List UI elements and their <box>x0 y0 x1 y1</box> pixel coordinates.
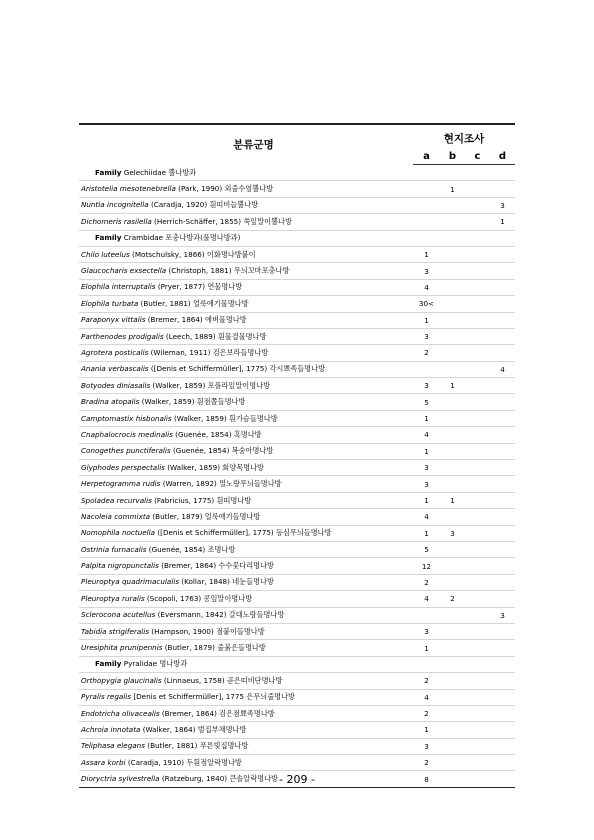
author-and-common-name: (Wileman, 1911) 검은보라들명나방 <box>148 347 269 357</box>
author-and-common-name: (Ratzeburg, 1840) 큰솔알락명나방 <box>159 774 278 784</box>
count-site-a: 4 <box>413 427 440 443</box>
count-site-c <box>465 755 490 771</box>
species-name-cell <box>79 492 413 508</box>
author-and-common-name: (Butler, 1879) 줄붉은들명나방 <box>162 643 266 653</box>
count-site-b: 1 <box>440 378 465 394</box>
species-row <box>79 410 515 426</box>
count-site-d <box>490 476 515 492</box>
scientific-name: Paraponyx vittalis <box>81 315 146 325</box>
count-site-d <box>490 378 515 394</box>
count-site-b <box>440 640 465 656</box>
family-cell <box>79 656 515 672</box>
count-site-c <box>465 378 490 394</box>
scientific-name: Pleuroptya ruralis <box>81 593 145 603</box>
count-site-b <box>440 394 465 410</box>
count-site-b: 2 <box>440 591 465 607</box>
author-and-common-name: (Walker, 1864) 벌집부채명나방 <box>140 724 247 734</box>
species-name-cell <box>79 705 413 721</box>
species-row <box>79 427 515 443</box>
scientific-name: Glyphodes perspectalis <box>81 462 165 472</box>
count-site-b <box>440 755 465 771</box>
count-site-a: 1 <box>413 525 440 541</box>
scientific-name: Uresiphita prunipennis <box>81 643 163 653</box>
count-site-a: 4 <box>413 279 440 295</box>
count-site-b <box>440 509 465 525</box>
author-and-common-name: (Motschulsky, 1866) 이화명나방붙이 <box>129 249 256 259</box>
species-name-cell <box>79 640 413 656</box>
count-site-c <box>465 476 490 492</box>
author-and-common-name: (Eversmann, 1842) 갈대노랑들명나방 <box>155 610 285 620</box>
count-site-c <box>465 328 490 344</box>
author-and-common-name: (Herrich-Schäffer, 1855) 쑥잎말이뿔나방 <box>151 216 292 226</box>
count-site-c <box>465 443 490 459</box>
species-name-cell <box>79 214 413 230</box>
species-row <box>79 361 515 377</box>
author-and-common-name: (Christoph, 1881) 무늬꼬마포충나방 <box>166 266 290 276</box>
species-row <box>79 689 515 705</box>
count-site-a <box>413 197 440 213</box>
species-row <box>79 443 515 459</box>
count-site-d <box>490 640 515 656</box>
species-row <box>79 541 515 557</box>
count-site-d: 3 <box>490 607 515 623</box>
count-site-a: 4 <box>413 509 440 525</box>
site-b-header: b <box>440 148 465 165</box>
species-name-cell <box>79 263 413 279</box>
scientific-name: Pleuroptya quadrimaculalis <box>81 577 180 587</box>
count-site-d <box>490 181 515 197</box>
count-site-b: 1 <box>440 492 465 508</box>
author-and-common-name: (Kollar, 1848) 네눈들명나방 <box>179 577 274 587</box>
author-and-common-name: (Scopoli, 1763) 콩잎말이명나방 <box>144 593 253 603</box>
scientific-name: Endotricha olivacealis <box>81 708 160 718</box>
species-row <box>79 181 515 197</box>
species-row <box>79 623 515 639</box>
scientific-name: Nuntia incognitella <box>81 200 149 210</box>
count-site-d <box>490 705 515 721</box>
species-row <box>79 738 515 754</box>
count-site-b <box>440 427 465 443</box>
count-site-d <box>490 525 515 541</box>
species-row <box>79 492 515 508</box>
species-row <box>79 591 515 607</box>
count-site-a: 1 <box>413 312 440 328</box>
count-site-d <box>490 263 515 279</box>
count-site-c <box>465 214 490 230</box>
count-site-c <box>465 558 490 574</box>
species-name-cell <box>79 525 413 541</box>
count-site-b <box>440 460 465 476</box>
count-site-a: 8 <box>413 771 440 787</box>
scientific-name: Chilo luteelus <box>81 249 130 259</box>
species-row <box>79 509 515 525</box>
species-name-cell <box>79 738 413 754</box>
author-and-common-name: (Walker, 1859) 포플라잎말이명나방 <box>150 380 271 390</box>
author-and-common-name: (Park, 1990) 외줄수염뿔나방 <box>175 184 274 194</box>
count-site-c <box>465 263 490 279</box>
count-site-d <box>490 623 515 639</box>
species-row <box>79 705 515 721</box>
count-site-d <box>490 574 515 590</box>
count-site-d <box>490 755 515 771</box>
scientific-name: Teliphasa elegans <box>81 741 145 751</box>
scientific-name: Dioryctria sylvestrella <box>81 774 160 784</box>
count-site-d <box>490 541 515 557</box>
author-and-common-name: (Warren, 1892) 멀노랑무늬들명나방 <box>160 479 282 489</box>
species-row <box>79 640 515 656</box>
species-row <box>79 673 515 689</box>
family-label: Family <box>95 659 122 669</box>
table-body <box>79 165 515 788</box>
author-and-common-name: (Leech, 1889) 흰물결물명나방 <box>163 331 267 341</box>
count-site-a: 3 <box>413 263 440 279</box>
scientific-name: Tabidia strigiferalis <box>81 626 149 636</box>
scientific-name: Agrotera posticalis <box>81 347 149 357</box>
family-name: Pyralidae 명나방과 <box>123 659 188 669</box>
count-site-a: 3 <box>413 476 440 492</box>
scientific-name: Elophila turbata <box>81 298 139 308</box>
scientific-name: Ostrinia furnacalis <box>81 544 147 554</box>
count-site-c <box>465 574 490 590</box>
count-site-a <box>413 361 440 377</box>
scientific-name: Sclerocona acutellus <box>81 610 156 620</box>
count-site-a: 3 <box>413 460 440 476</box>
count-site-b <box>440 410 465 426</box>
author-and-common-name: ([Denis et Schiffermüller], 1775) 각시뾰족들명나방 <box>148 364 326 374</box>
species-name-cell <box>79 755 413 771</box>
count-site-c <box>465 705 490 721</box>
count-site-c <box>465 722 490 738</box>
count-site-c <box>465 460 490 476</box>
count-site-a: 1 <box>413 722 440 738</box>
count-site-a: 1 <box>413 410 440 426</box>
family-cell <box>79 165 515 181</box>
author-and-common-name: (Linnaeus, 1758) 곧은띠비단명나방 <box>161 675 283 685</box>
author-and-common-name: (Guenée, 1854) 조명나방 <box>146 544 236 554</box>
count-site-a: 2 <box>413 705 440 721</box>
count-site-c <box>465 312 490 328</box>
count-site-b <box>440 197 465 213</box>
count-site-b <box>440 279 465 295</box>
scientific-name: Nacoleia commixta <box>81 511 151 521</box>
count-site-d: 3 <box>490 197 515 213</box>
count-site-d <box>490 509 515 525</box>
scientific-name: Orthopygia glaucinalis <box>81 675 162 685</box>
count-site-d <box>490 492 515 508</box>
author-and-common-name: (Pryer, 1877) 연물명나방 <box>155 282 243 292</box>
count-site-b <box>440 246 465 262</box>
count-site-c <box>465 607 490 623</box>
species-row <box>79 394 515 410</box>
count-site-b <box>440 738 465 754</box>
count-site-c <box>465 541 490 557</box>
species-name-cell <box>79 722 413 738</box>
species-name-cell <box>79 689 413 705</box>
author-and-common-name: (Hampson, 1900) 점붙이들명나방 <box>148 626 265 636</box>
count-site-a: 2 <box>413 673 440 689</box>
count-site-a: 2 <box>413 755 440 771</box>
count-site-c <box>465 197 490 213</box>
species-name-cell <box>79 312 413 328</box>
site-a-header: a <box>413 148 440 165</box>
count-site-b <box>440 558 465 574</box>
count-site-d <box>490 689 515 705</box>
count-site-d <box>490 673 515 689</box>
count-site-c <box>465 640 490 656</box>
family-row <box>79 230 515 246</box>
species-row <box>79 246 515 262</box>
author-and-common-name: (Walker, 1859) 흰가슴들명나방 <box>171 413 278 423</box>
family-row <box>79 656 515 672</box>
count-site-a: 1 <box>413 640 440 656</box>
species-row <box>79 558 515 574</box>
count-site-a <box>413 607 440 623</box>
species-name-cell <box>79 509 413 525</box>
scientific-name: Spoladea recurvalis <box>81 495 152 505</box>
count-site-c <box>465 181 490 197</box>
count-site-d: 4 <box>490 361 515 377</box>
table-header <box>79 124 515 165</box>
family-row <box>79 165 515 181</box>
author-and-common-name: (Guenée, 1854) 혹명나방 <box>172 429 262 439</box>
family-name: Crambidae 포충나방과(풀명나방과) <box>123 233 241 243</box>
species-name-cell <box>79 394 413 410</box>
count-site-d <box>490 738 515 754</box>
species-row <box>79 755 515 771</box>
count-site-c <box>465 296 490 312</box>
count-site-b <box>440 312 465 328</box>
species-survey-table <box>79 123 515 788</box>
count-site-c <box>465 345 490 361</box>
scientific-name: Pyralis regalis <box>81 692 132 702</box>
scientific-name: Bradina atopalis <box>81 397 140 407</box>
species-name-cell <box>79 623 413 639</box>
species-name-cell <box>79 246 413 262</box>
author-and-common-name: (Walker, 1859) 회양목명나방 <box>164 462 264 472</box>
count-site-a: 1 <box>413 492 440 508</box>
field-survey-header: 현지조사 <box>413 124 515 148</box>
count-site-a: 2 <box>413 574 440 590</box>
author-and-common-name: [Denis et Schiffermüller], 1775 은무늬줄명나방 <box>131 692 295 702</box>
count-site-a: 5 <box>413 541 440 557</box>
scientific-name: Achroia innotata <box>81 724 141 734</box>
species-row <box>79 476 515 492</box>
species-row <box>79 460 515 476</box>
species-row <box>79 722 515 738</box>
count-site-b <box>440 296 465 312</box>
count-site-b <box>440 328 465 344</box>
family-label: Family <box>95 167 122 177</box>
species-row <box>79 214 515 230</box>
author-and-common-name: (Guenée, 1854) 복숭아명나방 <box>170 446 274 456</box>
count-site-a: 30< <box>413 296 440 312</box>
count-site-b <box>440 673 465 689</box>
count-site-c <box>465 591 490 607</box>
count-site-b <box>440 214 465 230</box>
count-site-d <box>490 345 515 361</box>
author-and-common-name: (Caradja, 1920) 흰띠비늘뿔나방 <box>148 200 259 210</box>
count-site-b <box>440 689 465 705</box>
count-site-c <box>465 279 490 295</box>
species-name-cell <box>79 361 413 377</box>
species-name-cell <box>79 345 413 361</box>
species-name-cell <box>79 181 413 197</box>
scientific-name: Glaucocharis exsectella <box>81 266 167 276</box>
species-name-cell <box>79 296 413 312</box>
count-site-d <box>490 558 515 574</box>
count-site-a: 2 <box>413 345 440 361</box>
species-row <box>79 525 515 541</box>
count-site-d <box>490 246 515 262</box>
count-site-b <box>440 607 465 623</box>
count-site-c <box>465 394 490 410</box>
count-site-a: 4 <box>413 689 440 705</box>
count-site-d <box>490 460 515 476</box>
species-name-cell <box>79 541 413 557</box>
author-and-common-name: (Butler, 1881) 얼룩애기물명나방 <box>138 298 249 308</box>
species-name-cell <box>79 443 413 459</box>
scientific-name: Aristotelia mesotenebrella <box>81 184 176 194</box>
count-site-d <box>490 312 515 328</box>
species-name-cell <box>79 558 413 574</box>
count-site-a: 5 <box>413 394 440 410</box>
species-name-cell <box>79 460 413 476</box>
species-row <box>79 312 515 328</box>
author-and-common-name: (Fabricius, 1775) 흰띠명나방 <box>151 495 252 505</box>
species-name-cell <box>79 607 413 623</box>
species-name-cell <box>79 197 413 213</box>
count-site-b <box>440 476 465 492</box>
count-site-d <box>490 296 515 312</box>
scientific-name: Conogethes punctiferalis <box>81 446 171 456</box>
count-site-b <box>440 623 465 639</box>
species-name-cell <box>79 378 413 394</box>
count-site-a: 3 <box>413 623 440 639</box>
count-site-b: 3 <box>440 525 465 541</box>
author-and-common-name: (Walker, 1859) 흰점쫄들명나방 <box>139 397 246 407</box>
count-site-a <box>413 181 440 197</box>
scientific-name: Assara korbi <box>81 757 126 767</box>
count-site-d <box>490 328 515 344</box>
species-row <box>79 607 515 623</box>
scientific-name: Cnaphalocrocis medinalis <box>81 429 173 439</box>
count-site-c <box>465 623 490 639</box>
count-site-a: 1 <box>413 443 440 459</box>
count-site-b <box>440 345 465 361</box>
scientific-name: Anania verbascalis <box>81 364 149 374</box>
page-number: - 209 - <box>279 773 315 786</box>
count-site-d <box>490 443 515 459</box>
scientific-name: Camptomastix hisbonalis <box>81 413 172 423</box>
author-and-common-name: (Bremer, 1864) 애벼물명나방 <box>145 315 247 325</box>
species-name-cell <box>79 328 413 344</box>
author-and-common-name: (Bremer, 1864) 검은점뾰족명나방 <box>159 708 275 718</box>
scientific-name: Botyodes diniasalis <box>81 380 151 390</box>
species-row <box>79 574 515 590</box>
site-d-header: d <box>490 148 515 165</box>
count-site-b: 1 <box>440 181 465 197</box>
author-and-common-name: (Butler, 1879) 얼룩애기들명나방 <box>150 511 261 521</box>
count-site-b <box>440 263 465 279</box>
count-site-d <box>490 591 515 607</box>
family-label: Family <box>95 233 122 243</box>
species-name-cell <box>79 591 413 607</box>
count-site-a: 4 <box>413 591 440 607</box>
species-row <box>79 279 515 295</box>
count-site-d <box>490 279 515 295</box>
family-cell <box>79 230 515 246</box>
count-site-a: 3 <box>413 738 440 754</box>
taxon-name-header: 분류군명 <box>79 124 413 165</box>
count-site-d: 1 <box>490 214 515 230</box>
species-name-cell <box>79 673 413 689</box>
species-row <box>79 328 515 344</box>
species-name-cell <box>79 279 413 295</box>
scientific-name: Herpetogramma rudis <box>81 479 161 489</box>
count-site-d <box>490 394 515 410</box>
species-name-cell <box>79 574 413 590</box>
count-site-b <box>440 541 465 557</box>
count-site-c <box>465 509 490 525</box>
count-site-c <box>465 427 490 443</box>
author-and-common-name: (Butler, 1881) 푸른빛집명나방 <box>144 741 249 751</box>
count-site-b <box>440 443 465 459</box>
count-site-c <box>465 673 490 689</box>
species-row <box>79 197 515 213</box>
species-row <box>79 263 515 279</box>
count-site-a: 3 <box>413 328 440 344</box>
species-name-cell <box>79 427 413 443</box>
count-site-d <box>490 410 515 426</box>
scientific-name: Nomophila noctuella <box>81 528 156 538</box>
family-name: Gelechiidae 뿔나방과 <box>123 167 197 177</box>
species-name-cell <box>79 410 413 426</box>
count-site-c <box>465 246 490 262</box>
author-and-common-name: ([Denis et Schiffermüller], 1775) 등심무늬들명나방 <box>155 528 332 538</box>
count-site-b <box>440 361 465 377</box>
species-row <box>79 296 515 312</box>
count-site-d <box>490 427 515 443</box>
count-site-c <box>465 492 490 508</box>
scientific-name: Palpita nigropunctalis <box>81 561 159 571</box>
count-site-a: 12 <box>413 558 440 574</box>
count-site-c <box>465 361 490 377</box>
species-row <box>79 345 515 361</box>
count-site-b <box>440 722 465 738</box>
author-and-common-name: (Caradja, 1910) 두흰점알락명나방 <box>125 757 242 767</box>
species-row <box>79 378 515 394</box>
author-and-common-name: (Bremer, 1864) 수수꽃다리명나방 <box>158 561 274 571</box>
scientific-name: Dichomeris rasilella <box>81 216 152 226</box>
species-name-cell <box>79 476 413 492</box>
count-site-b <box>440 705 465 721</box>
count-site-c <box>465 689 490 705</box>
scientific-name: Elophila interruptalis <box>81 282 156 292</box>
count-site-c <box>465 738 490 754</box>
count-site-a: 3 <box>413 378 440 394</box>
count-site-c <box>465 410 490 426</box>
site-c-header: c <box>465 148 490 165</box>
count-site-b <box>440 574 465 590</box>
count-site-a: 1 <box>413 246 440 262</box>
scientific-name: Parthenodes prodigalis <box>81 331 164 341</box>
count-site-c <box>465 525 490 541</box>
count-site-a <box>413 214 440 230</box>
count-site-d <box>490 722 515 738</box>
